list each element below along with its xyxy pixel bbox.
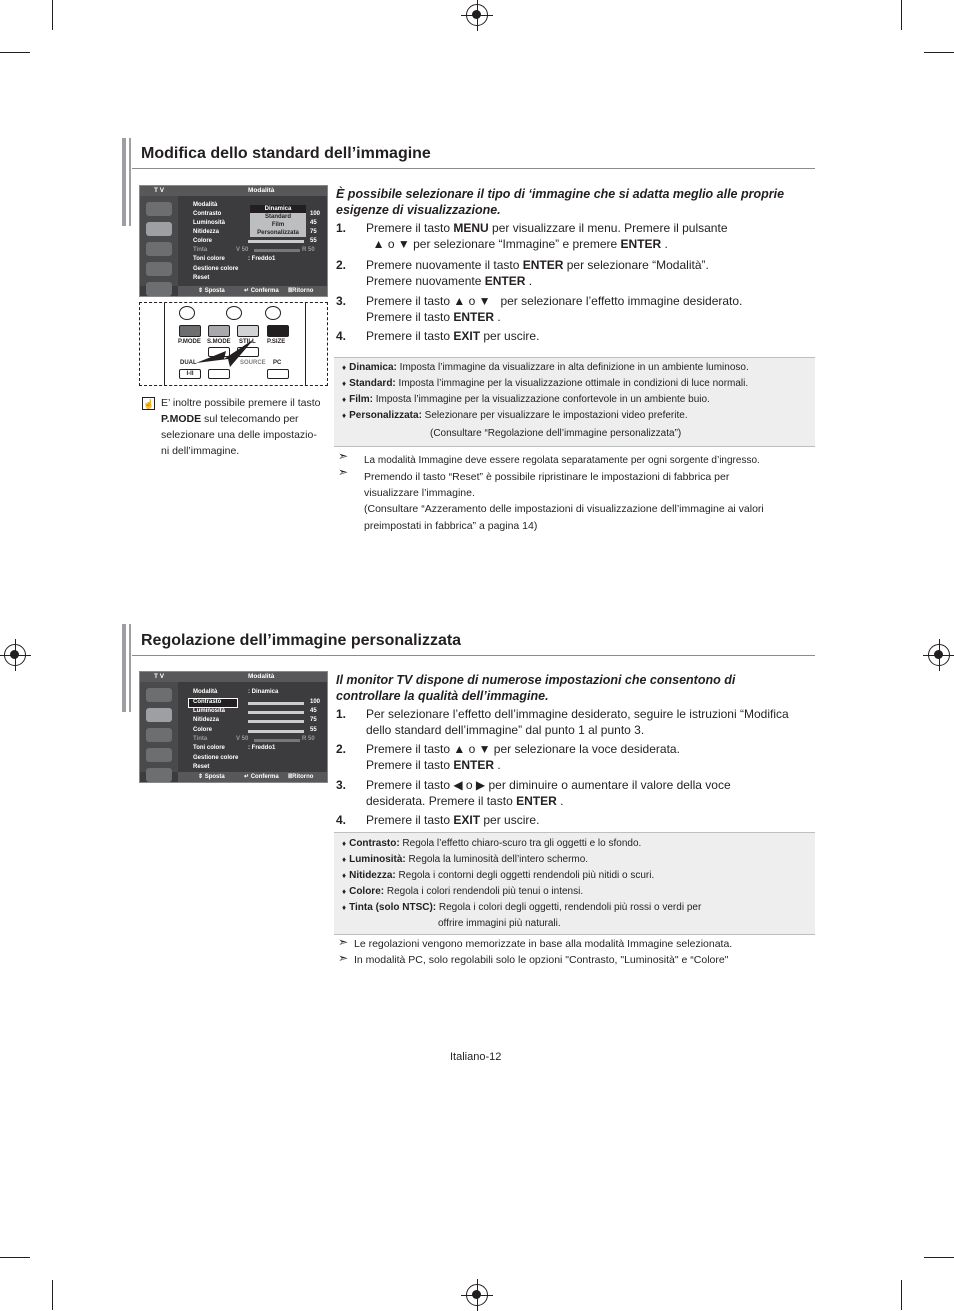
crop-mark [901, 0, 902, 30]
osd-popup-option: Film [271, 222, 285, 228]
osd-popup-option: Personalizzata [257, 230, 299, 236]
osd-row: Gestione colore [193, 266, 239, 272]
osd-value: : Dinamica [248, 689, 279, 695]
osd-slider [248, 720, 304, 723]
osd-row: Modalità [193, 689, 218, 695]
section-title: Modifica dello standard dell’immagine [141, 145, 431, 162]
osd-footer-ok: ↵ Conferma [244, 288, 279, 294]
tv-osd-screenshot [139, 671, 328, 783]
note-continuation: offrire immagini più naturali. [438, 918, 561, 929]
registration-mark-icon [928, 644, 950, 666]
remote-button [267, 325, 289, 337]
tip-text: La modalità Immagine deve essere regolata separatamente per ogni sorgente d’ingresso. [364, 455, 760, 466]
remote-button [265, 306, 281, 320]
intro-text: È possibile selezionare il tipo di ‘immagine che si adatta meglio alle proprie esigenze di visualizzazione. [336, 187, 785, 217]
crop-mark [0, 52, 30, 53]
tip-arrow-icon: ➣ [338, 449, 349, 463]
tip-arrow-icon: ➣ [338, 935, 349, 949]
note-item: ♦ Contrasto: Regola l’effetto chiaro-scuro tra gli oggetti e lo sfondo. [342, 838, 642, 849]
step-item: 2. Premere il tasto ▲ o ▼ per selezionare la voce desiderata. Premere il tasto ENTER . [336, 742, 680, 772]
osd-row: Tinta [193, 736, 208, 742]
step-item: 3. Premere il tasto ◀ o ▶ per diminuire o aumentare il valore della voce desiderata. Premere il tasto ENTER . [336, 778, 731, 808]
crop-mark [0, 1257, 30, 1258]
remote-label: P.SIZE [267, 339, 286, 345]
remote-button [226, 306, 242, 320]
osd-value: V 50 [236, 247, 249, 253]
tip-text: In modalità PC, solo regolabili solo le opzioni "Contrasto, "Luminosità" e “Colore" [354, 954, 729, 966]
osd-row: Toni colore [193, 256, 225, 262]
note-item: ♦ Standard: Imposta l’immagine per la visualizzazione ottimale in condizioni di luce normali. [342, 378, 749, 389]
step-item: 1. Premere il tasto MENU per visualizzare il menu. Premere il pulsante ▲ o ▼ per selezionare “Immagine” e premere ENTER . [336, 221, 728, 251]
tip-text: visualizzare l’immagine. [364, 487, 475, 499]
section-rule [132, 168, 815, 169]
page-number: Italiano-12 [450, 1051, 502, 1063]
note-item: ♦ Tinta (solo NTSC): Regola i colori degli oggetti, rendendoli più rossi o verdi per [342, 902, 702, 913]
side-note: E’ inoltre possibile premere il tasto P.MODE sul telecomando per selezionare una delle impostazio- ni dell’immagine. [161, 397, 321, 457]
remote-label: DUAL [180, 360, 197, 366]
note-item: ♦ Nitidezza: Regola i contorni degli oggetti rendendoli più nitidi o scuri. [342, 870, 655, 881]
osd-footer-back: ⅢRitorno [288, 774, 314, 780]
osd-slider [248, 730, 304, 733]
remote-button [267, 369, 289, 379]
osd-value: 100 [310, 699, 321, 705]
osd-tv-label: T V [154, 673, 165, 680]
tip-text: Premendo il tasto “Reset” è possibile ripristinare le impostazioni di fabbrica per [364, 471, 730, 483]
osd-row: Luminosità [193, 708, 226, 714]
note-item: ♦ Luminosità: Regola la luminosità dell’intero schermo. [342, 854, 589, 865]
osd-value: 45 [310, 708, 317, 714]
osd-row: Colore [193, 727, 213, 733]
notes-box [334, 832, 815, 935]
crop-mark [52, 1280, 53, 1310]
note-item: ♦ Film: Imposta l’immagine per la visualizzazione confortevole in un ambiente buio. [342, 394, 710, 405]
osd-value: : Freddo1 [248, 745, 276, 751]
crop-mark [52, 0, 53, 30]
osd-popup-option: Dinamica [250, 205, 306, 213]
remote-label: SOURCE [240, 360, 266, 366]
osd-value: R 50 [302, 736, 315, 742]
remote-label: S.MODE [207, 339, 231, 345]
osd-footer-move: ⇕ Sposta [198, 288, 225, 294]
note-item: ♦ Colore: Regola i colori rendendoli più tenui o intensi. [342, 886, 584, 897]
step-item: 4. Premere il tasto EXIT per uscire. [336, 813, 540, 827]
osd-slider [248, 702, 304, 705]
remote-button: I-II [179, 369, 201, 379]
osd-row: Nitidezza [193, 229, 220, 235]
tip-text: Le regolazioni vengono memorizzate in base alla modalità Immagine selezionata. [354, 938, 733, 950]
note-reference: (Consultare “Regolazione dell’immagine personalizzata”) [430, 428, 682, 439]
osd-value: 55 [310, 727, 317, 733]
remote-label: STILL [239, 339, 256, 345]
osd-footer-back: ⅢRitorno [288, 288, 314, 294]
remote-button [179, 306, 195, 320]
note-item: ♦ Personalizzata: Selezionare per visualizzare le impostazioni video preferite. [342, 410, 688, 421]
osd-popup-option: Standard [264, 214, 291, 220]
section-accent-bar [122, 624, 126, 712]
remote-label: PC [273, 360, 282, 366]
osd-row: Colore [193, 238, 213, 244]
tv-osd-screenshot [139, 185, 328, 297]
osd-row: Contrasto [193, 699, 222, 705]
osd-header: Modalità [248, 187, 275, 194]
osd-header: Modalità [248, 673, 275, 680]
osd-row: Modalità [193, 202, 218, 208]
step-item: 4. Premere il tasto EXIT per uscire. [336, 329, 540, 343]
osd-row: Contrasto [193, 211, 222, 217]
registration-mark-icon [466, 4, 488, 26]
hand-note-icon: ☝ [143, 399, 155, 409]
osd-slider [248, 711, 304, 714]
section-title: Regolazione dell’immagine personalizzata [141, 632, 462, 649]
section-rule [132, 655, 815, 656]
pointer-arrow-icon [196, 337, 256, 373]
tip-text: preimpostati in fabbrica” a pagina 14) [364, 520, 538, 532]
osd-slider [254, 739, 300, 742]
remote-button [179, 325, 201, 337]
osd-value: 45 [310, 220, 317, 226]
osd-value: V 50 [236, 736, 249, 742]
osd-tv-label: T V [154, 187, 165, 194]
osd-row: Reset [193, 764, 210, 770]
crop-mark [924, 52, 954, 53]
osd-value: 55 [310, 238, 317, 244]
osd-mode-popup [250, 205, 306, 237]
osd-footer-ok: ↵ Conferma [244, 774, 279, 780]
tip-text: (Consultare “Azzeramento delle impostazioni di visualizzazione dell’immagine ai valori [364, 503, 764, 515]
step-item: 3. Premere il tasto ▲ o ▼ per selezionare l’effetto immagine desiderato. Premere il tasto ENTER . [336, 294, 743, 324]
osd-value: R 50 [302, 247, 315, 253]
tip-arrow-icon: ➣ [338, 465, 349, 479]
registration-mark-icon [4, 644, 26, 666]
crop-mark [924, 1257, 954, 1258]
section-accent-bar [129, 624, 131, 712]
step-item: 2. Premere nuovamente il tasto ENTER per selezionare “Modalità”. Premere nuovamente ENTER . [336, 258, 709, 288]
section-accent-bar [129, 138, 131, 226]
osd-footer-move: ⇕ Sposta [198, 774, 225, 780]
remote-control-illustration [139, 302, 328, 386]
osd-slider [254, 249, 300, 252]
crop-mark [901, 1280, 902, 1310]
remote-button [208, 325, 230, 337]
osd-value: 75 [310, 229, 317, 235]
step-item: 1. Per selezionare l’effetto dell’immagine desiderato, seguire le istruzioni “Modifica dello standard dell’immagine” dal punto 1 al punto 3. [336, 707, 789, 737]
osd-row: Nitidezza [193, 717, 220, 723]
osd-row: Tinta [193, 247, 208, 253]
intro-text: Il monitor TV dispone di numerose impostazioni che consentono di controllare la qualità dell’immagine. [336, 673, 736, 703]
tip-arrow-icon: ➣ [338, 951, 349, 965]
osd-value: 75 [310, 717, 317, 723]
osd-value: 100 [310, 211, 321, 217]
remote-button [237, 325, 259, 337]
osd-row: Luminosità [193, 220, 226, 226]
remote-label: P.MODE [178, 339, 201, 345]
note-item: ♦ Dinamica: Imposta l’immagine da visualizzare in alta definizione in un ambiente luminoso. [342, 362, 749, 373]
registration-mark-icon [466, 1284, 488, 1306]
notes-box [334, 357, 815, 447]
osd-row: Reset [193, 275, 210, 281]
osd-value: : Freddo1 [248, 256, 276, 262]
section-accent-bar [122, 138, 126, 226]
osd-row: Toni colore [193, 745, 225, 751]
osd-slider [248, 240, 304, 243]
osd-row: Gestione colore [193, 755, 239, 761]
